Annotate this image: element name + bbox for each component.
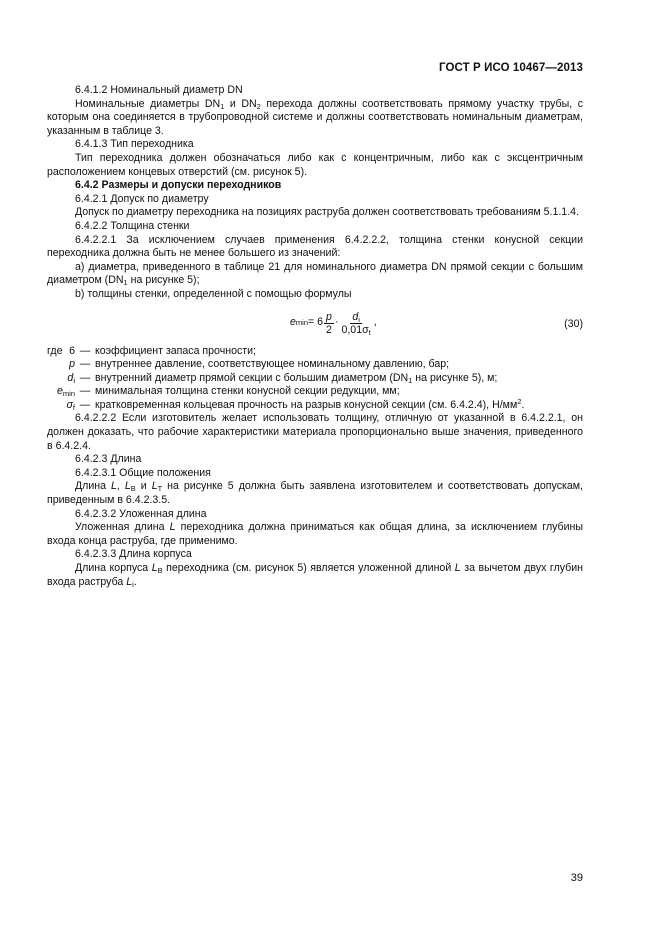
section-6-4-2-2-title: 6.4.2.2 Толщина стенки [75,219,190,232]
page-number: 39 [570,872,583,884]
formula-expression: e min = 6 $\frac{p}{2}$ · $\frac{d_i}{0,01\sigma_t}$ , [290,310,377,337]
section-6-4-1-3-text: Тип переходника должен обозначаться либо как с концентричным, либо как с эксцентричным расположением концевых отверстий (см. рисунок 5). [47,151,583,178]
legend-rows [47,345,583,413]
section-6-4-2-1-text: Допуск по диаметру переходника на позициях раструба должен соответствовать требованиям 5.1.1.4. [75,206,579,219]
section-6-4-2-3-3-title: 6.4.2.3.3 Длина корпуса [75,548,192,561]
section-6-4-2-3-2-text: Уложенная длина L переходника должна приниматься как общая длина, за исключением глубины входа конца раструба, где применимо. [47,521,583,547]
legend-symbol: 6 [69,344,75,357]
document-id-header: ГОСТ Р ИСО 10467—2013 [438,62,583,74]
legend-symbol: $e_{min}$ [57,385,75,399]
legend-description: внутреннее давление, соответствующее номинальному давлению, бар; [95,358,450,371]
section-6-4-2-2-1-text: 6.4.2.2.1 За исключением случаев применения 6.4.2.2.2, толщина стенки конусной секции переходника должна быть не менее большего из значений: [47,233,583,260]
section-6-4-2-3-1-text: Длина L, $L_B$ и $L_T$ на рисунке 5 должна быть заявлена изготовителем и соответствовать допускам, приведенным в 6.4.2.3.5. [47,480,583,507]
legend-intro: где [47,344,63,357]
section-6-4-2-1-title: 6.4.2.1 Допуск по диаметру [75,192,209,205]
legend-dash: — [79,385,91,398]
section-6-4-2-3-1-title: 6.4.2.3.1 Общие положения [75,466,211,479]
section-6-4-1-2-text: Номинальные диаметры $DN_1$ и $DN_2$ перехода должны соответствовать прямому участку трубы, с которым она соединяется в трубопроводной системе и должны соответствовать номинальным диаметрам, указанным в таблице 3. [47,97,583,137]
document-body [47,84,583,589]
legend-dash: — [79,344,91,357]
fraction-di-over-sigma: $\frac{d_i}{0,01\sigma_t}$ [341,310,371,337]
section-6-4-2-3-3-text: Длина корпуса $L_B$ переходника (см. рисунок 5) является уложенной длиной L за вычетом двух глубин входа раструба $L_i$. [47,562,584,589]
legend-symbol: $d_i$ [67,371,75,385]
section-6-4-2-3-title: 6.4.2.3 Длина [75,453,142,466]
fraction-p-over-2: $\frac{p}{2}$ [326,310,332,336]
legend-dash: — [79,398,91,411]
legend-dash: — [79,358,91,371]
formula-number: (30) [564,317,583,330]
list-item-b: b) толщины стенки, определенной с помощью формулы [75,287,352,300]
legend-dash: — [79,371,91,384]
legend-description: минимальная толщина стенки конусной секции редукции, мм; [95,385,400,398]
section-6-4-1-2-title: 6.4.1.2 Номинальный диаметр DN [75,84,243,96]
section-6-4-2-2-2-text: 6.4.2.2.2 Если изготовитель желает использовать толщину, отличную от указанной в 6.4.2.2.1, он должен доказать, что рабочие характеристики материала пропорционально выше значения, приведенного в 6.4.2.4. [47,412,583,452]
legend-symbol: p [69,358,75,371]
section-6-4-1-3-title: 6.4.1.3 Тип переходника [75,138,194,151]
legend-symbol: $\sigma_f$ [66,398,75,412]
legend-description: внутренний диаметр прямой секции с большим диаметром ($DN_1$ на рисунке 5), м; [95,371,498,385]
legend-description: кратковременная кольцевая прочность на разрыв конусной секции (см. 6.4.2.4), $Н/мм^2$. [95,396,525,411]
list-item-a: a) диаметра, приведенного в таблице 21 для номинального диаметра DN прямой секции с большим диаметром ($DN_1$ на рисунке 5); [47,260,583,288]
section-6-4-2-3-2-title: 6.4.2.3.2 Уложенная длина [75,507,207,520]
legend-description: коэффициент запаса прочности; [95,344,256,357]
formula-30 [47,305,583,343]
section-6-4-2-heading: 6.4.2 Размеры и допуски переходников [75,179,282,192]
